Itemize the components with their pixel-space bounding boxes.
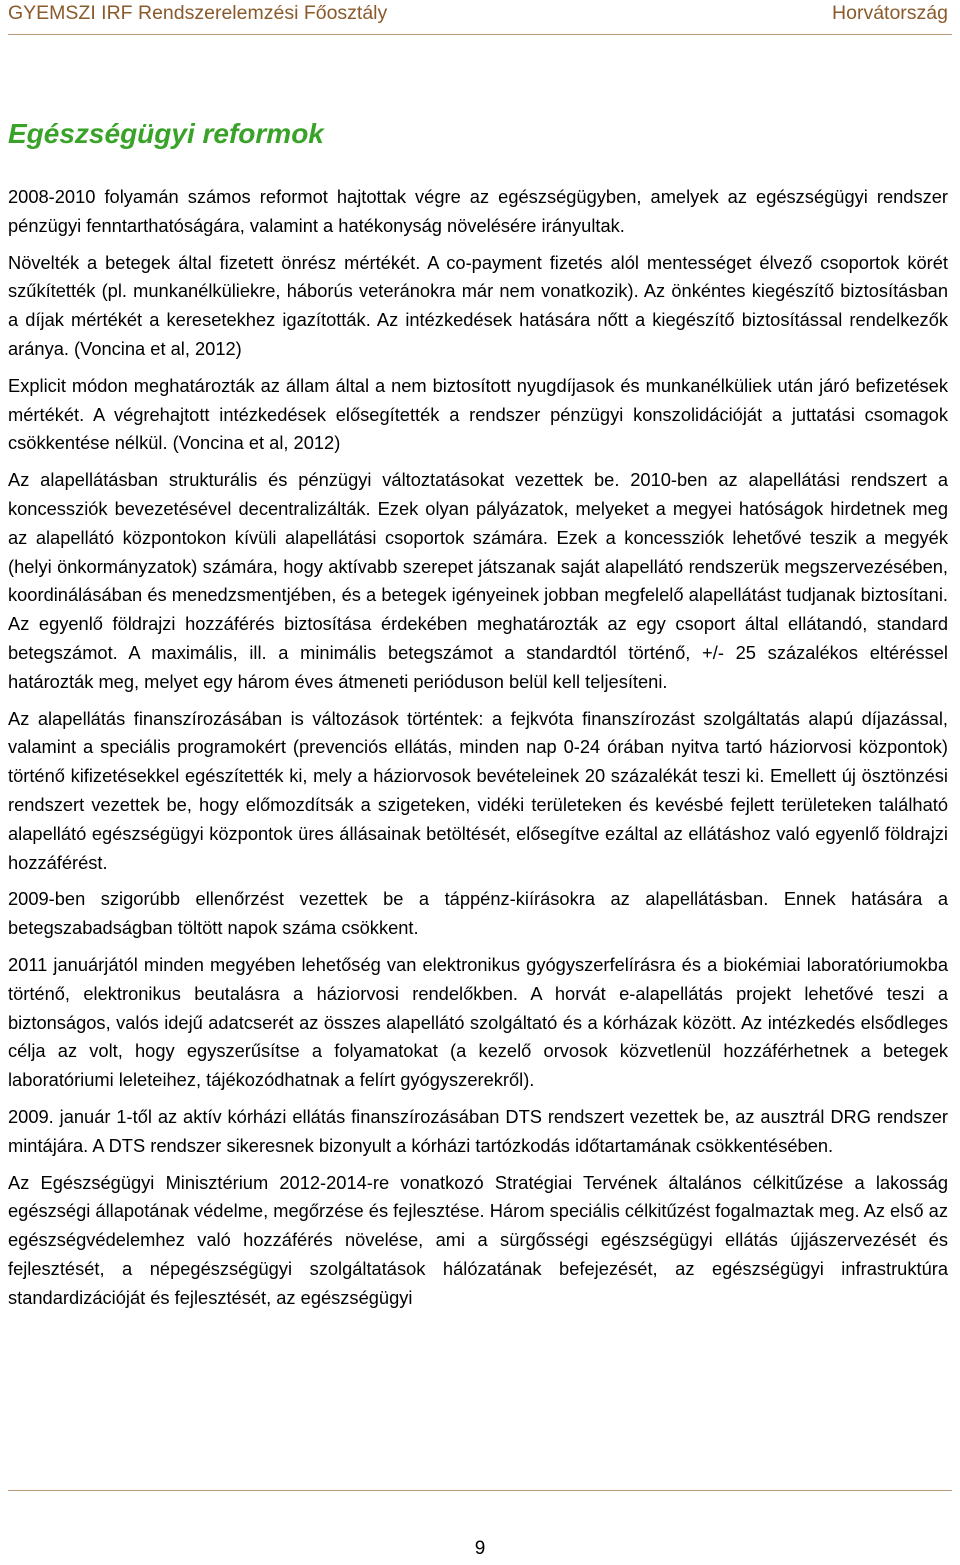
paragraph-e-health: 2011 januárjától minden megyében lehetőség van elektronikus gyógyszerfelírásra és a biokémiai laboratóriumokba történő, elektronikus beutalásra a háziorvosi rendelőkben. A horvát e-alapellátás projekt lehetővé teszi a biztonságos, valós idejű adatcserét az összes alapellátó szolgáltató és a kórházak között. Az intézkedés elsődleges célja az volt, hogy egyszerűsítse a folyamatokat (a kezelő orvosok közvetlenül hozzáférhetnek a betegek laboratóriumi leleteihez, tájékozódhatnak a felírt gyógyszerekről). <box>8 953 948 1091</box>
paragraph-sick-leave: 2009-ben szigorúbb ellenőrzést vezettek be a táppénz-kiírásokra az alapellátásban. Ennek hatására a betegszabadságban töltött napok száma csökkent. <box>8 888 948 939</box>
paragraph-state-contributions: Explicit módon meghatározták az állam által a nem biztosított nyugdíjasok és munkanélküliek után járó befizetések mértékét. A végrehajtott intézkedések elősegítették a rendszer pénzügyi konszolidációját a juttatási csomagok csökkentése nélkül. (Voncina et al, 2012) <box>8 374 948 454</box>
page-header <box>0 0 960 44</box>
paragraph-dts: 2009. január 1-től az aktív kórházi ellátás finanszírozásában DTS rendszert vezettek be, az ausztrál DRG rendszer mintájára. A DTS rendszer sikeresnek bizonyult a kórházi tartózkodás időtartamának csökkentésében. <box>8 1105 948 1156</box>
header-organization: GYEMSZI IRF Rendszerelemzési Főosztály <box>8 2 388 24</box>
body-text <box>8 183 948 1312</box>
paragraph-primary-care-reform: Az alapellátásban strukturális és pénzügyi változtatásokat vezettek be. 2010-ben az alapellátási rendszert a koncessziók bevezetésével decentralizálták. Ezek olyan pályázatok, melyeket a megyei hatóságok hirdetnek meg az alapellátó központokon kívüli alapellátási csoportok számára. Ezek a koncessziók lehetővé teszik a megyék (helyi önkormányzatok) számára, hogy aktívabb szerepet játszanak saját alapellátó rendszerük megszervezésében, koordinálásában és menedzsmentjében, és a betegek igényeinek jobban megfelelő alapellátást tudjanak biztosítani. Az egyenlő földrajzi hozzáférés biztosítása érdekében meghatározták az egy csoport által ellátandó, standard betegszámot. A maximális, ill. a minimális betegszámot a standardtól történő, +/- 25 százalékos eltéréssel határozták meg, melyet egy három éves átmeneti perióduson belül kell teljesíteni. <box>8 469 948 692</box>
footer-divider <box>8 1490 952 1491</box>
header-country: Horvátország <box>832 2 948 24</box>
page-number: 9 <box>474 1538 486 1559</box>
paragraph-strategic-plan: Az Egészségügyi Minisztérium 2012-2014-re vonatkozó Stratégiai Tervének általános célkitűzése a lakosság egészségi állapotának védelme, megőrzése és fejlesztése. Három speciális célkitűzést fogalmaztak meg. Az első az egészségvédelemhez való hozzáférés növelése, ami a sürgősségi egészségügyi ellátás újjászervezését és fejlesztését, a népegészségügyi szolgáltatások hálózatának befejezését, az egészségügyi infrastruktúra standardizációját és fejlesztését, az egészségügyi <box>8 1171 948 1308</box>
section-title: Egészségügyi reformok <box>8 118 324 149</box>
paragraph-primary-care-financing: Az alapellátás finanszírozásában is változások történtek: a fejkvóta finanszírozást szolgáltatás alapú díjazással, valamint a speciális programokért (prevenciós ellátás, minden nap 0-24 órában nyitva tartó háziorvosi központok) történő kifizetésekkel egészítették ki, mely a háziorvosok bevételeinek 20 százalékát teszi ki. Emellett új ösztönzési rendszert vezettek be, hogy előmozdítsák a szigeteken, vidéki területeken és kevésbé fejlett területeken található alapellátó egészségügyi központok üres állásainak betöltését, elősegítve ezáltal az ellátáshoz való egyenlő földrajzi hozzáférést. <box>8 707 948 873</box>
header-divider <box>8 34 952 35</box>
paragraph-intro: 2008-2010 folyamán számos reformot hajtottak végre az egészségügyben, amelyek az egészségügyi rendszer pénzügyi fenntarthatóságára, valamint a hatékonyság növelésére irányultak. <box>8 186 948 236</box>
paragraph-copayment: Növelték a betegek által fizetett önrész mértékét. A co-payment fizetés alól mentességet élvező csoportok körét szűkítették (pl. munkanélküliekre, háborús veteránokra már nem vonatkozik). Az önkéntes kiegészítő biztosításban a díjak mértékét a keresetekhez igazították. Az intézkedések hatására nőtt a kiegészítő biztosítással rendelkezők aránya. (Voncina et al, 2012) <box>8 251 948 359</box>
